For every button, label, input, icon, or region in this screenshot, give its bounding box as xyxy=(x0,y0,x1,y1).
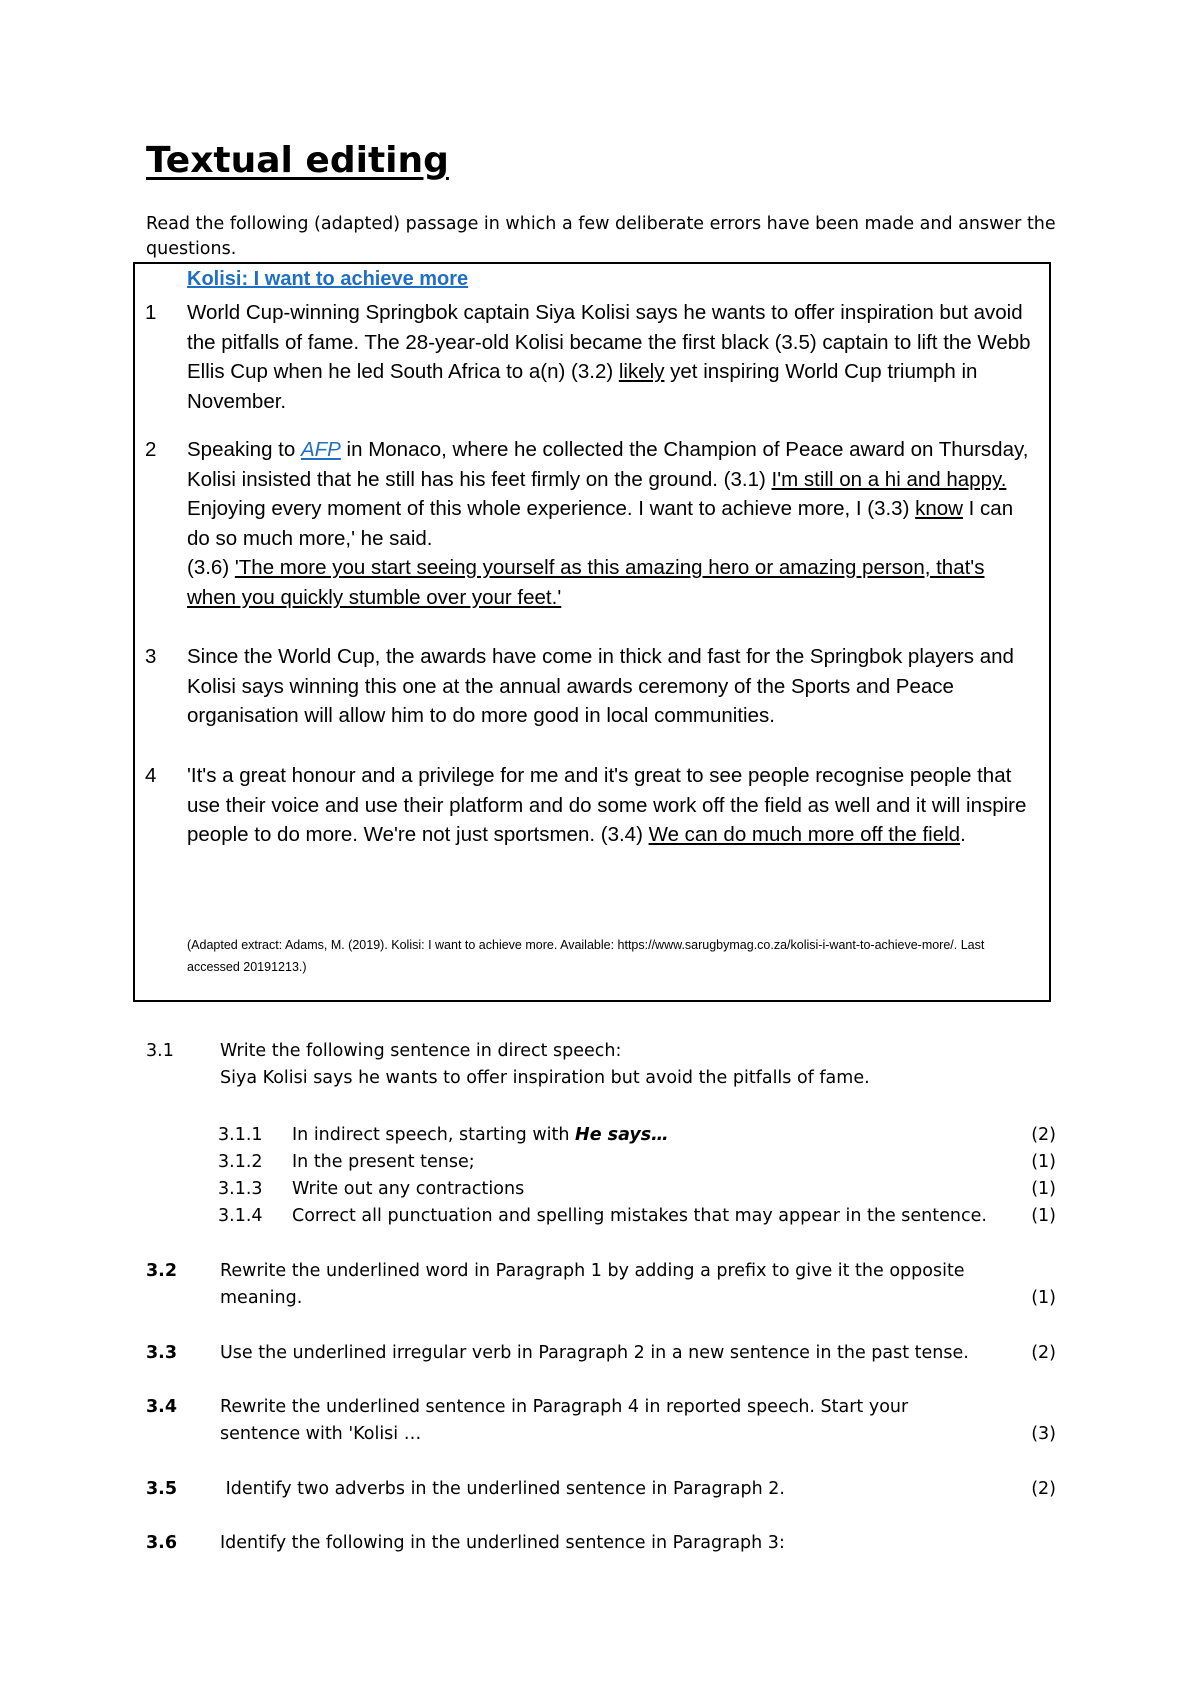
passage-box xyxy=(133,262,1051,1002)
question-number: 3.2 xyxy=(146,1261,178,1281)
page-title: Textual editing xyxy=(146,140,449,181)
afp-link[interactable]: AFP xyxy=(300,438,341,461)
question-text: Identify two adverbs in the underlined sentence in Paragraph 2. xyxy=(220,1479,785,1499)
mark-allocation: (1) xyxy=(1031,1206,1056,1226)
question-3-5 xyxy=(146,1476,1056,1504)
question-3-1 xyxy=(146,1038,1056,1098)
text-run: in Monaco, where he collected the Champion of Peace award on Thursday, Kolisi insisted that he still has his feet firmly on the ground. (3.1) xyxy=(187,438,1029,491)
question-number: 3.3 xyxy=(146,1343,178,1363)
instructions: Read the following (adapted) passage in which a few deliberate errors have been made and answer the questions. xyxy=(146,214,1056,259)
text-run: yet inspiring World Cup triumph in November. xyxy=(187,360,978,413)
text-run: . xyxy=(960,823,966,846)
sub-question-text: Write out any contractions xyxy=(292,1179,525,1199)
question-line: meaning. xyxy=(220,1288,303,1308)
sub-question-text: Correct all punctuation and spelling mistakes that may appear in the sentence. xyxy=(292,1206,987,1226)
text-run: I can do so much more,' he said. xyxy=(187,497,1014,550)
paragraph-text: Since the World Cup, the awards have come in thick and fast for the Springbok players and Kolisi says winning this one at the annual awards ceremony of the Sports and Peace organisation will allow him to do more good in local communities. xyxy=(187,645,1014,727)
question-3-4 xyxy=(146,1394,1056,1450)
mark-allocation: (1) xyxy=(1031,1152,1056,1172)
question-text: Identify the following in the underlined sentence in Paragraph 3: xyxy=(220,1533,785,1553)
mark-allocation: (2) xyxy=(1031,1343,1056,1363)
question-line: Rewrite the underlined sentence in Paragraph 4 in reported speech. Start your xyxy=(220,1397,909,1417)
question-3-3 xyxy=(146,1340,1056,1368)
paragraph-1 xyxy=(145,298,1035,416)
text-run: World Cup-winning Springbok captain Siya Kolisi says he wants to offer inspiration but avoid the pitfalls of fame. The 28-year-old Kolisi became the first black (3.5) captain to lift the Webb Ellis Cup when he led South Africa to a(n) (3.2) xyxy=(187,301,1031,383)
sub-question-number: 3.1.4 xyxy=(218,1206,263,1226)
question-3-6 xyxy=(146,1530,1056,1558)
question-line: Rewrite the underlined word in Paragraph 1 by adding a prefix to give it the opposite xyxy=(220,1261,965,1281)
text-run: Speaking to xyxy=(187,438,301,461)
emphasis-text: He says… xyxy=(575,1125,669,1145)
paragraph-number: 3 xyxy=(145,645,157,668)
sub-question-text: In the present tense; xyxy=(292,1152,475,1172)
question-text xyxy=(220,1038,1000,1092)
question-text: Use the underlined irregular verb in Paragraph 2 in a new sentence in the past tense. xyxy=(220,1343,969,1363)
sub-question-number: 3.1.3 xyxy=(218,1179,263,1199)
underlined-sentence: 'The more you start seeing yourself as this amazing hero or amazing person, that's when you quickly stumble over your feet.' xyxy=(187,556,985,609)
question-number: 3.5 xyxy=(146,1479,178,1499)
mark-allocation: (1) xyxy=(1031,1288,1056,1308)
question-line: Siya Kolisi says he wants to offer inspiration but avoid the pitfalls of fame. xyxy=(220,1068,870,1088)
sub-question-number: 3.1.2 xyxy=(218,1152,263,1172)
underlined-sentence: I'm still on a hi and happy. xyxy=(771,467,1007,491)
text-run: 'It's a great honour and a privilege for me and it's great to see people recognise people that use their voice and use their platform and do some work off the field as well and it will inspire people to do more. We're not just sportsmen. (3.4) xyxy=(187,764,1027,846)
text-run: Enjoying every moment of this whole experience. I want to achieve more, I (3.3) xyxy=(187,497,916,520)
question-text xyxy=(220,1394,1000,1448)
underlined-word: likely xyxy=(618,360,665,383)
sub-question-text xyxy=(292,1122,669,1149)
paragraph-text xyxy=(187,298,1035,416)
mark-allocation: (1) xyxy=(1031,1179,1056,1199)
question-number: 3.6 xyxy=(146,1533,178,1553)
paragraph-2 xyxy=(145,435,1035,612)
mark-allocation: (3) xyxy=(1031,1424,1056,1444)
paragraph-text xyxy=(187,761,1035,850)
source-citation: (Adapted extract: Adams, M. (2019). Kolisi: I want to achieve more. Available: https://www.sarugbymag.co.za/kolisi-i-want-to-achieve-more/. Last accessed 20191213.) xyxy=(187,938,985,974)
mark-allocation: (2) xyxy=(1031,1479,1056,1499)
mark-allocation: (2) xyxy=(1031,1125,1056,1145)
text-run: (3.6) xyxy=(187,556,235,579)
paragraph-text xyxy=(187,435,1035,612)
question-3-2 xyxy=(146,1258,1056,1314)
paragraph-number: 2 xyxy=(145,438,157,461)
text-run: In indirect speech, starting with xyxy=(292,1125,576,1145)
question-number: 3.4 xyxy=(146,1397,178,1417)
underlined-sentence: We can do much more off the field xyxy=(648,823,961,846)
question-number: 3.1 xyxy=(146,1041,174,1061)
sub-question-number: 3.1.1 xyxy=(218,1125,263,1145)
question-line: sentence with 'Kolisi … xyxy=(220,1424,422,1444)
question-line: Write the following sentence in direct speech: xyxy=(220,1041,622,1061)
question-text xyxy=(220,1258,1000,1312)
passage-title: Kolisi: I want to achieve more xyxy=(187,268,469,290)
paragraph-3 xyxy=(145,642,1035,731)
paragraph-4 xyxy=(145,761,1035,850)
underlined-word: know xyxy=(915,497,963,520)
paragraph-number: 1 xyxy=(145,301,157,324)
paragraph-number: 4 xyxy=(145,764,157,787)
